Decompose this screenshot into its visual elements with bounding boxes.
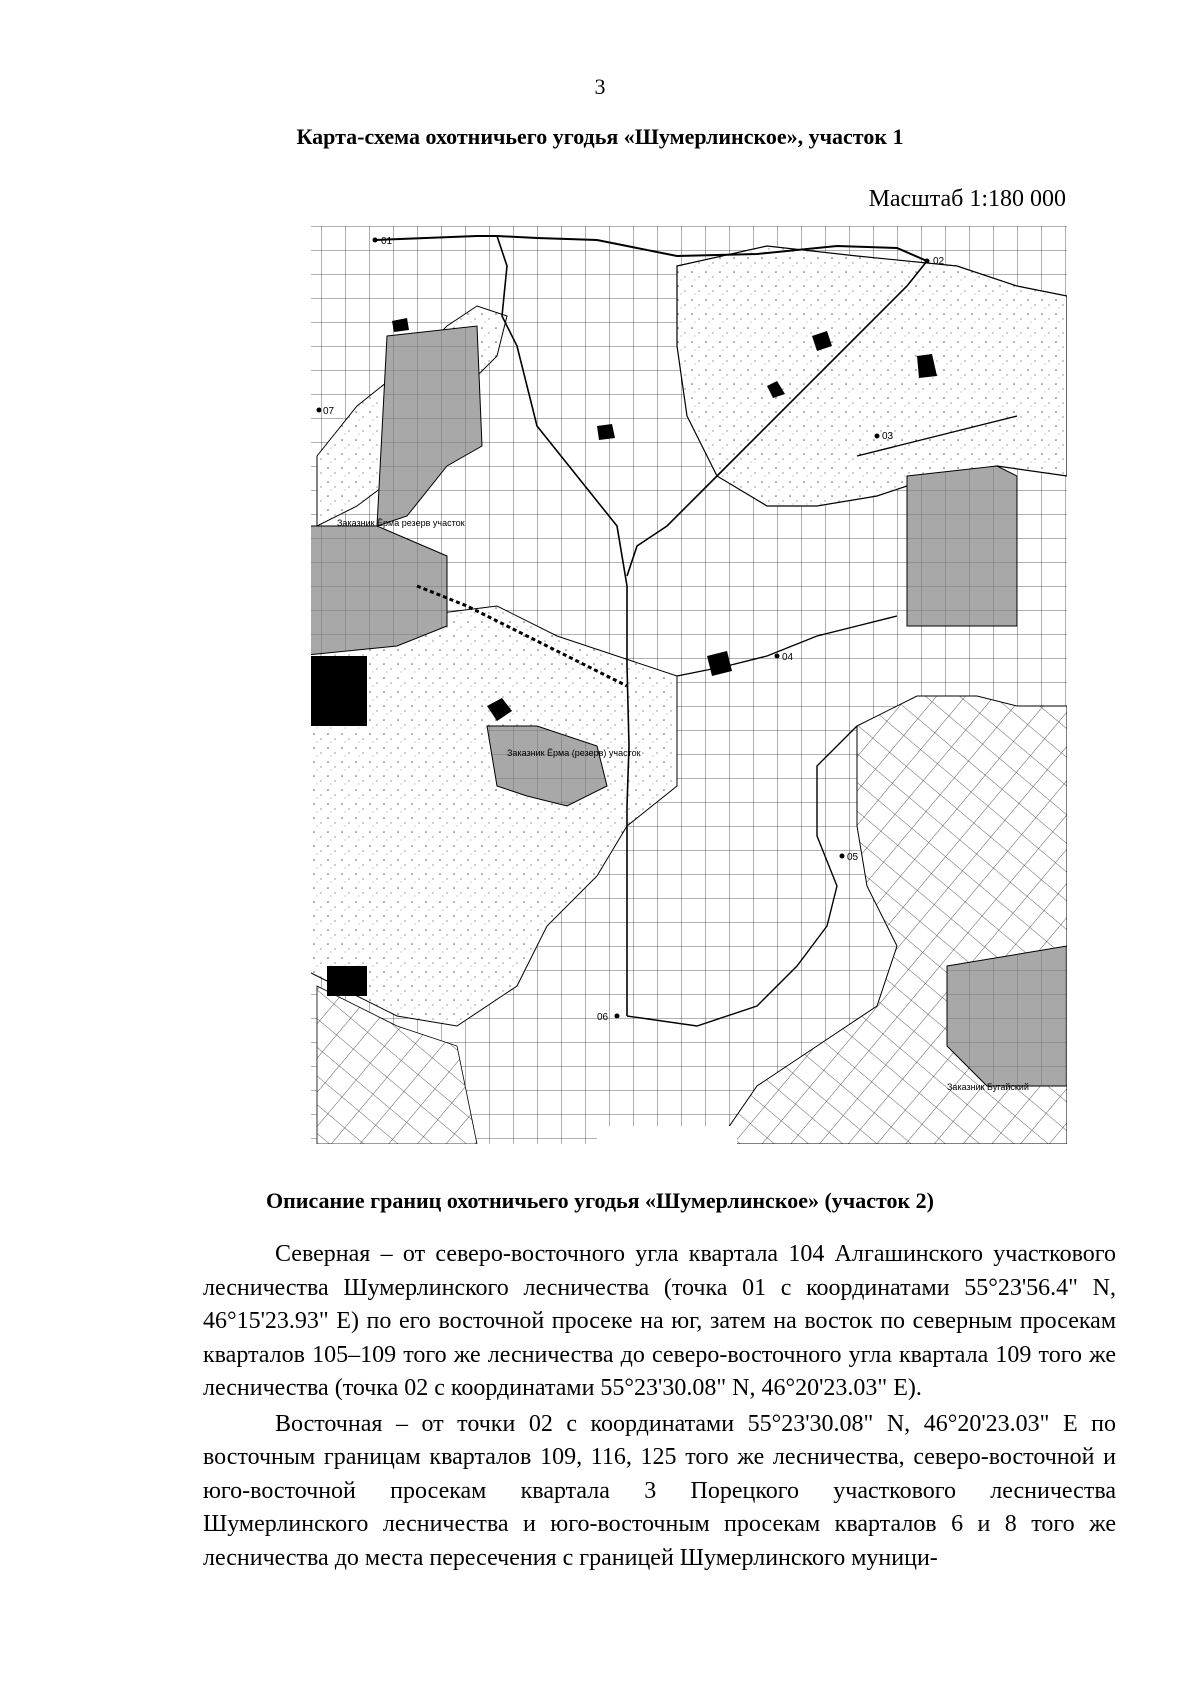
map-point-07: 07 [323,406,335,417]
hunting-ground-map [297,226,1067,1144]
map-label-reserve-south: Заказник Бугайский [947,1082,1029,1092]
map-title: Карта-схема охотничьего угодья «Шумерлинское», участок 1 [296,124,904,149]
map-point-04: 04 [782,652,794,663]
map-scale: Масштаб 1:180 000 [868,186,1066,212]
map-label-reserve-center: Заказник Ёрма (резерв) участок [507,748,641,758]
map-label-reserve-west: Заказник Ёрма резерв участок [337,518,465,528]
map-point-01: 01 [381,236,393,247]
map-point-06: 06 [597,1012,609,1023]
boundary-description [203,1238,1116,1577]
description-title: Описание границ охотничьего угодья «Шумерлинское» (участок 2) [265,1188,934,1213]
paragraph-north: Северная – от северо-восточного угла квартала 104 Алгашинского участкового лесничества Шумерлинского лесничества (точка 01 с координатами 55°23'56.4" N, 46°15'23.93" E) по его восточной просеке на юг, затем на восток по северным просекам кварталов 105–109 того же лесничества до северо-восточного угла квартала 109 того же лесничества (точка 02 с координатами 55°23'30.08" N, 46°20'23.03" E). [203,1241,1116,1401]
page-number: 3 [594,74,606,99]
map-point-03: 03 [882,431,894,442]
map-point-02: 02 [933,256,945,267]
paragraph-east: Восточная – от точки 02 с координатами 55°23'30.08" N, 46°20'23.03" E по восточным границам кварталов 109, 116, 125 того же лесничества, северо-восточной и юго-восточной просекам квартала 3 Порецкого участкового лесничества Шумерлинского лесничества и юго-восточным просекам кварталов 6 и 8 того же лесничества до места пересечения с границей Шумерлинского муници- [203,1410,1116,1571]
map-point-05: 05 [847,852,859,863]
